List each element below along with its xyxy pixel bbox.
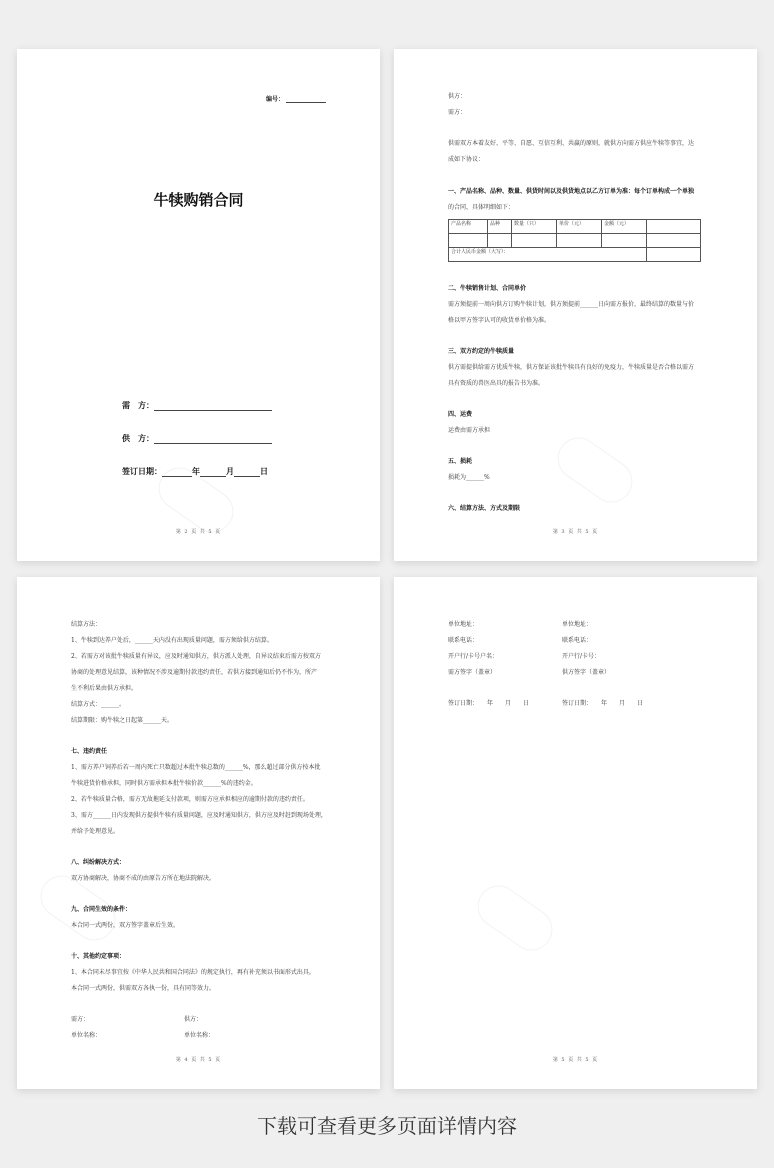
table-total-row	[449, 248, 701, 262]
table-header: 品种	[488, 220, 512, 234]
page-footer: 第 5 页 共 5 页	[552, 1057, 599, 1063]
supplier-address: 单位地址：	[562, 621, 593, 628]
table-header-row	[449, 220, 701, 234]
page-cover	[17, 49, 380, 561]
buyer-phone: 联系电话：	[448, 637, 479, 644]
page-signatures	[394, 577, 757, 1089]
section-7-text-4: 3、需方______日内发现供方提供牛犊有质量问题，应及时通知供方，供方应及时赶到现场处理，	[71, 812, 327, 819]
supplier-field: 供 方：	[122, 433, 272, 444]
table-header: 金额（元）	[602, 220, 647, 234]
section-8-heading: 八、纠纷解决方式：	[71, 859, 126, 866]
section-1-heading: 一、产品名称、品种、数量、供货时间以及供货地点以乙方订单为准：每个订单构成一个单独	[448, 188, 695, 195]
buyer-signature: 需方签字（盖章）	[448, 669, 497, 676]
settlement-method-label: 结算方法：	[71, 621, 102, 628]
page-footer: 第 4 页 共 5 页	[175, 1057, 222, 1063]
supplier-bank: 开户行/卡号：	[562, 653, 601, 660]
buyer-address: 单位地址：	[448, 621, 479, 628]
section-10-text-2: 本合同一式两份，供需双方各执一份，具有同等效力。	[71, 985, 216, 992]
section-7-text-1: 1、需方养户饲养后若一周内死亡只数超过本批牛犊总数的______%，那么超过部分供方按本批	[71, 764, 321, 771]
table-header	[647, 220, 701, 234]
table-header: 单价（元）	[557, 220, 602, 234]
page-footer: 第 3 页 共 5 页	[552, 529, 599, 535]
table-header: 数量（只）	[512, 220, 557, 234]
settlement-text-3: 协商的处理意见结算，该种情况不涉及逾期付款违约责任，若供方接到通知后仍不作为，所产	[71, 669, 318, 676]
section-3-text: 供方需提供给需方优质牛犊，供方保证该批牛犊具有良好的免疫力，牛犊质量是否合格以需方	[448, 364, 695, 371]
settlement-text-2: 2、若需方对该批牛犊质量有异议，应及时通知供方，供方派人处理，自异议结束后需方按双方	[71, 653, 321, 660]
section-4-text: 运费由需方承担	[448, 427, 491, 434]
section-3-heading: 三、双方约定的牛犊质量	[448, 348, 515, 355]
supplier-sign-date: 签订日期： 年 月 日	[562, 700, 644, 707]
settlement-way: 结算方式：______。	[71, 701, 126, 708]
section-9-text: 本合同一式两份，双方签字盖章后生效。	[71, 922, 180, 929]
section-5-heading: 五、损耗	[448, 458, 473, 465]
supplier-line: 供方：	[448, 93, 467, 100]
buyer-sign-label: 需方：	[71, 1016, 90, 1023]
section-2-text: 需方须提前一周向供方订购牛犊计划，供方须提前______日向需方报价，最终结算的数量与价	[448, 301, 695, 308]
sign-date-field: 签订日期： 年 月 日	[122, 467, 268, 476]
section-2-heading: 二、牛犊销售计划、合同单价	[448, 285, 527, 292]
buyer-sign-date: 签订日期： 年 月 日	[448, 700, 530, 707]
section-9-heading: 九、合同生效的条件：	[71, 906, 132, 913]
supplier-sign-label: 供方：	[184, 1016, 203, 1023]
section-2-text-2: 格以甲方签字认可的收货单价格为准。	[448, 317, 551, 324]
section-7-text-2: 牛犊进货价格承担，同时供方需承担本批牛犊价款______%的违约金。	[71, 780, 257, 787]
watermark	[469, 877, 560, 958]
watermark	[549, 429, 640, 510]
table-header: 产品名称	[449, 220, 488, 234]
section-8-text: 双方协商解决，协商不成的由原告方所在地法院解决。	[71, 875, 216, 882]
section-7-text-5: 并给予处理意见。	[71, 828, 120, 835]
section-7-text-3: 2、若牛犊质量合格，需方无故拖延支付款项，则需方应承担相应的逾期付款的违约责任。	[71, 796, 309, 803]
page-footer: 第 2 页 共 5 页	[175, 529, 222, 535]
supplier-unit-name: 单位名称：	[184, 1032, 215, 1039]
buyer-bank: 开户行/卡号户名：	[448, 653, 499, 660]
section-3-text-2: 具有资质的兽医出具的报告书为准。	[448, 380, 545, 387]
intro-text: 供需双方本着友好、平等、自愿、互信互利、共赢的原则，就供方向需方供应牛犊等事宜，达	[448, 140, 695, 147]
section-6-heading: 六、结算方法、方式及期限	[448, 505, 521, 512]
buyer-line: 需方：	[448, 109, 467, 116]
section-10-text-1: 1、本合同未尽事宜按《中华人民共和国合同法》的规定执行，再有补充须以书面形式出具。	[71, 969, 315, 976]
section-4-heading: 四、运费	[448, 411, 473, 418]
settlement-text-4: 生不利后果由供方承担。	[71, 685, 138, 692]
page-terms-1	[394, 49, 757, 561]
section-10-heading: 十、其他约定事项：	[71, 953, 126, 960]
table-total-label: 合计人民币金额（大写）：	[449, 248, 647, 262]
intro-text-2: 成如下协议：	[448, 156, 485, 163]
section-1-text: 的合同，具体明细如下：	[448, 204, 515, 211]
contract-number: 编号：	[266, 94, 326, 103]
buyer-unit-name: 单位名称：	[71, 1032, 102, 1039]
settlement-text-1: 1、牛犊到达养户处后，______天内没有出现质量问题，需方须给供方结算。	[71, 637, 273, 644]
section-5-text: 损耗为______%	[448, 474, 490, 481]
more-pages-caption[interactable]: 下载可查看更多页面详情内容	[257, 1114, 517, 1138]
settlement-term: 结算期限：购牛犊之日起第______天。	[71, 717, 174, 724]
buyer-field: 需 方：	[122, 400, 272, 411]
table-row	[449, 234, 701, 248]
contract-title: 牛犊购销合同	[153, 191, 244, 209]
section-7-heading: 七、违约责任	[71, 748, 108, 755]
page-terms-2	[17, 577, 380, 1089]
supplier-signature: 供方签字（盖章）	[562, 669, 611, 676]
supplier-phone: 联系电话：	[562, 637, 593, 644]
goods-table	[448, 219, 701, 262]
